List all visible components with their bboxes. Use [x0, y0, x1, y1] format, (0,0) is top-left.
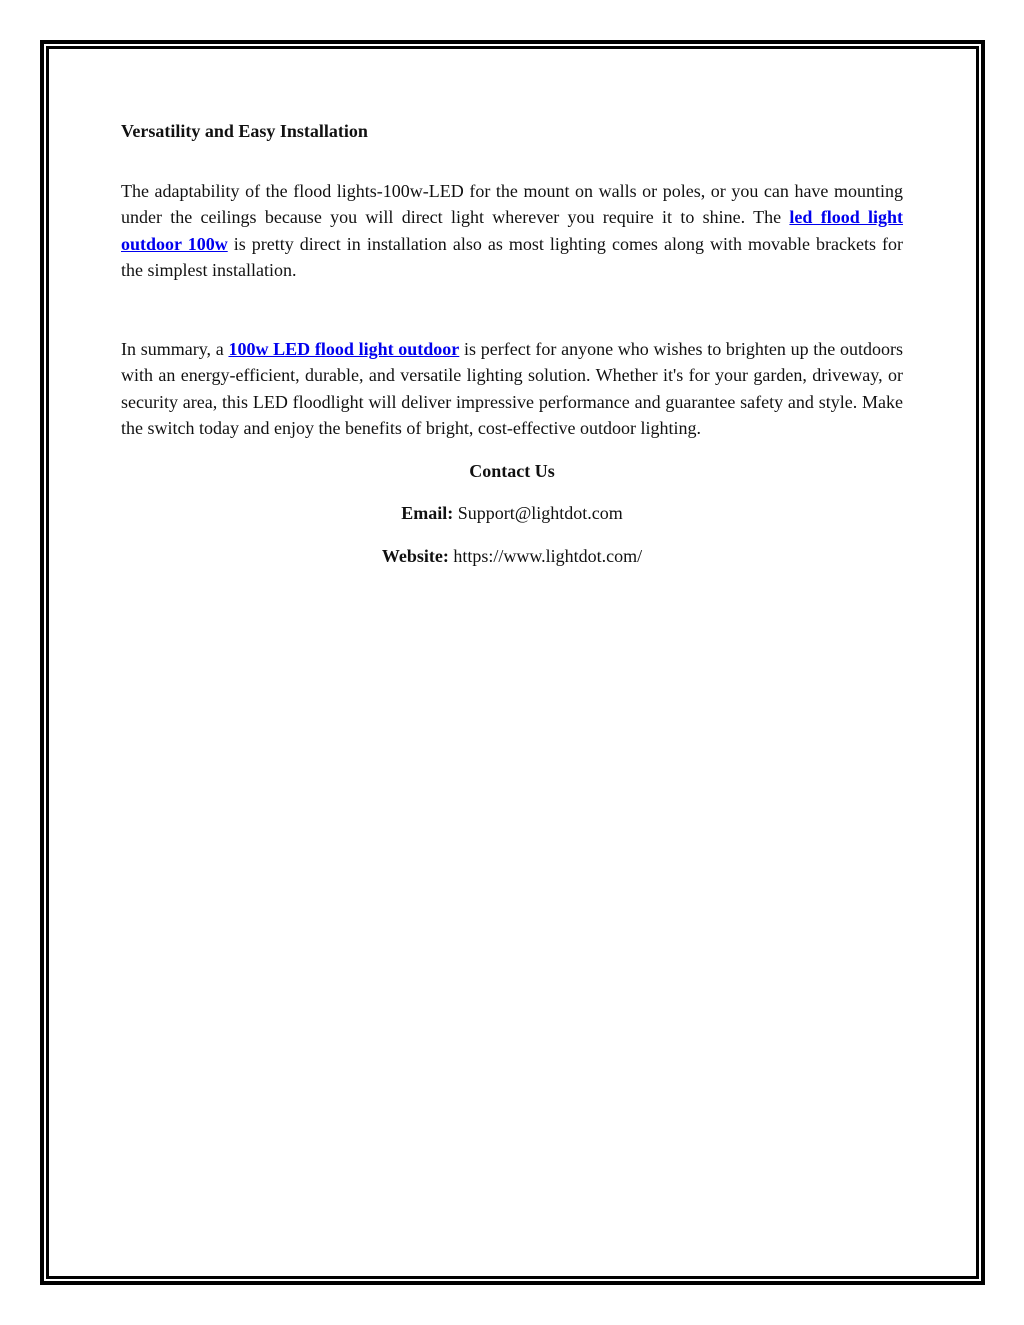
- paragraph-installation: [121, 178, 903, 284]
- paragraph-text: The adaptability of the flood lights-100w-LED for the mount on walls or poles, or you can have mounting under the ceilings because you will direct light wherever you require it to shine. The: [121, 180, 903, 227]
- website-label: Website:: [381, 545, 449, 566]
- email-label: Email:: [401, 503, 454, 523]
- section-heading: Versatility and Easy Installation: [121, 121, 368, 141]
- paragraph-summary: [121, 336, 903, 442]
- link-led-flood-light-outdoor-100w[interactable]: led flood light outdoor 100w: [121, 207, 904, 254]
- paragraph-text: In summary, a: [121, 338, 229, 359]
- paragraph-text: is perfect for anyone who wishes to brighten up the outdoors with an energy-efficient, durable, and versatile lighting solution. Whether it's for your garden, driveway, or security area, this LED floodlight will deliver impressive performance and guarantee safety and style. Make the switch today and enjoy the benefits of bright, cost-effective outdoor lighting.: [121, 338, 904, 438]
- email-value: Support@lightdot.com: [457, 503, 623, 523]
- website-value: https://www.lightdot.com/: [453, 545, 643, 566]
- contact-email: [121, 500, 903, 527]
- contact-heading: Contact Us: [469, 460, 555, 481]
- paragraph-text: is pretty direct in installation also as most lighting comes along with movable brackets for the simplest installation.: [121, 233, 903, 280]
- link-100w-led-flood-light-outdoor[interactable]: 100w LED flood light outdoor: [228, 338, 460, 359]
- document-body: [121, 118, 903, 585]
- contact-website: [121, 543, 903, 570]
